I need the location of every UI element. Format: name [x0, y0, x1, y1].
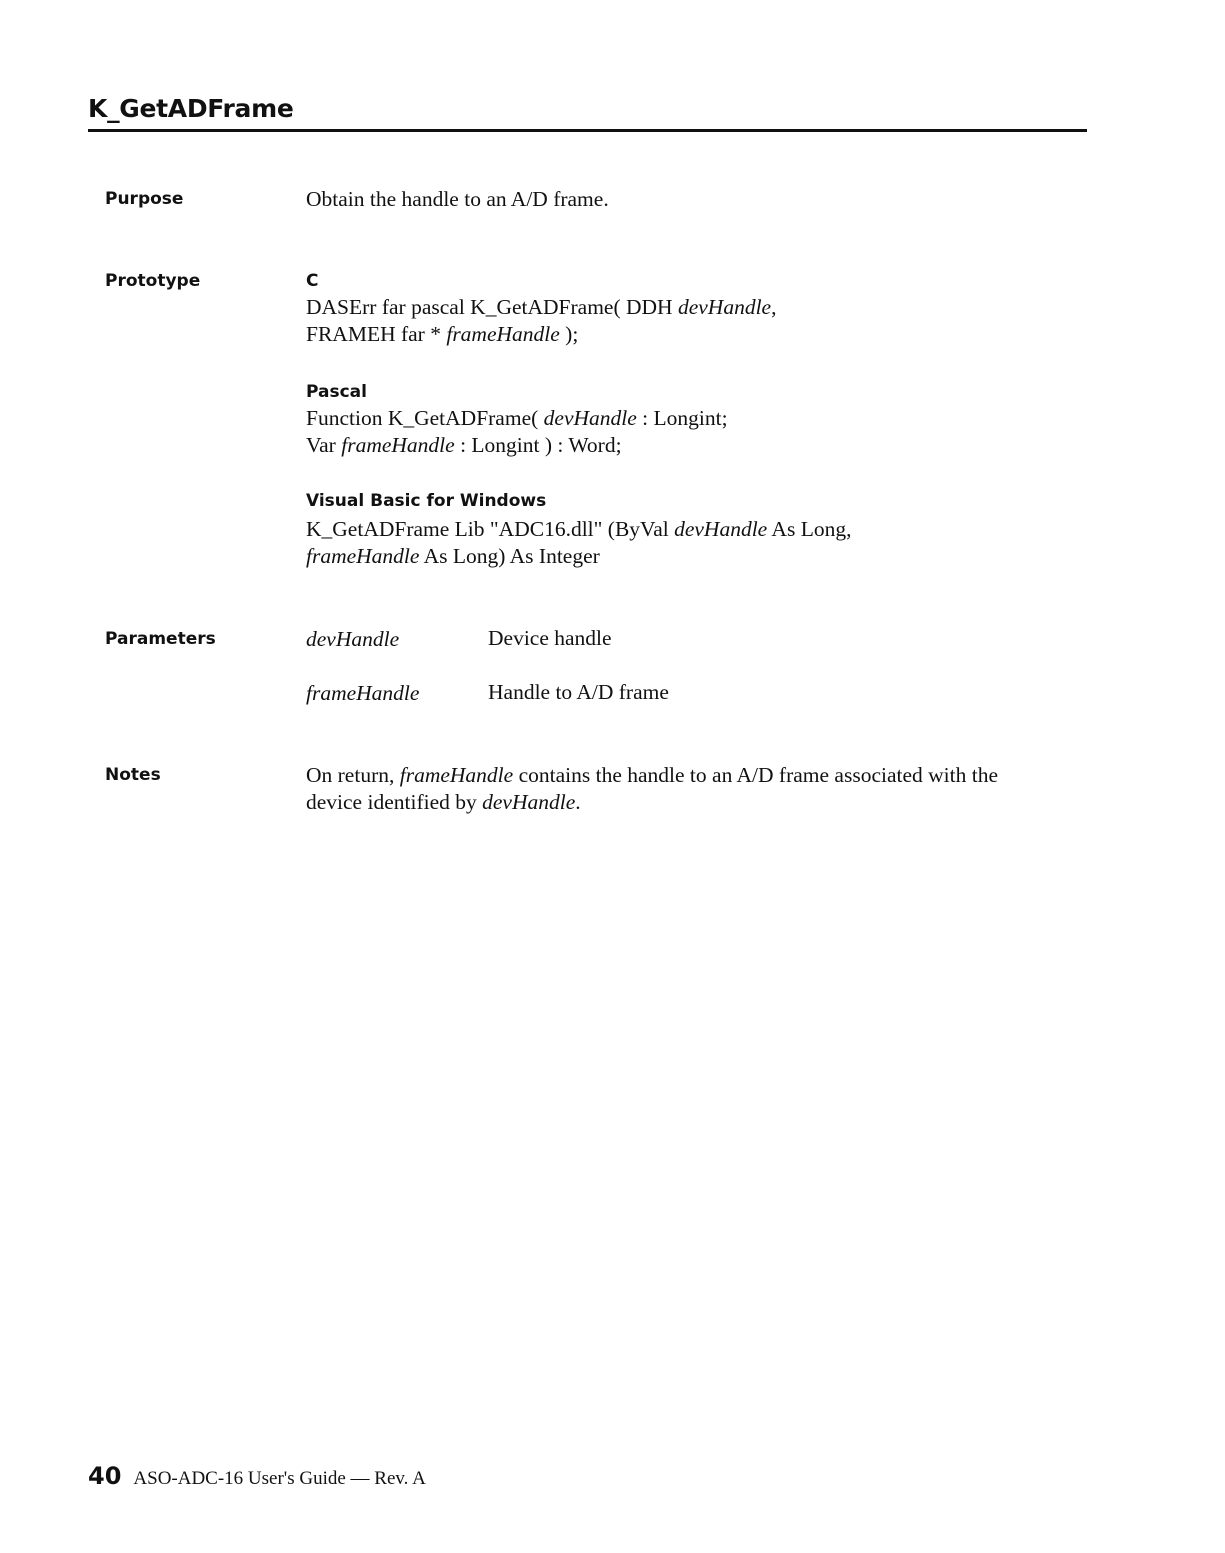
param-name: frameHandle: [306, 681, 420, 705]
page-number: 40: [88, 1462, 122, 1490]
param-desc: Device handle: [488, 626, 612, 650]
c-prototype-line-2: FRAMEH far * frameHandle );: [306, 322, 579, 346]
page-footer: [88, 1462, 426, 1490]
notes-label: Notes: [105, 765, 161, 785]
pascal-heading: Pascal: [306, 382, 367, 402]
c-heading: C: [306, 271, 319, 291]
vb-heading: Visual Basic for Windows: [306, 491, 547, 511]
param-desc: Handle to A/D frame: [488, 680, 669, 704]
parameters-label: Parameters: [105, 629, 216, 649]
purpose-label: Purpose: [105, 189, 184, 209]
footer-text: ASO-ADC-16 User's Guide — Rev. A: [133, 1468, 426, 1489]
vb-prototype-line-2: frameHandle As Long) As Integer: [306, 544, 600, 568]
purpose-text: Obtain the handle to an A/D frame.: [306, 187, 609, 211]
pascal-prototype-line-1: Function K_GetADFrame( devHandle : Longint;: [306, 406, 728, 430]
notes-line-1: On return, frameHandle contains the handle to an A/D frame associated with the: [306, 763, 999, 787]
prototype-label: Prototype: [105, 271, 201, 291]
page-title: K_GetADFrame: [88, 94, 294, 123]
param-name: devHandle: [306, 627, 400, 651]
notes-line-2: device identified by devHandle.: [306, 790, 581, 814]
c-prototype-line-1: DASErr far pascal K_GetADFrame( DDH devHandle,: [306, 295, 777, 319]
title-rule: [88, 129, 1087, 132]
pascal-prototype-line-2: Var frameHandle : Longint ) : Word;: [306, 433, 622, 457]
vb-prototype-line-1: K_GetADFrame Lib "ADC16.dll" (ByVal devHandle As Long,: [306, 517, 852, 541]
